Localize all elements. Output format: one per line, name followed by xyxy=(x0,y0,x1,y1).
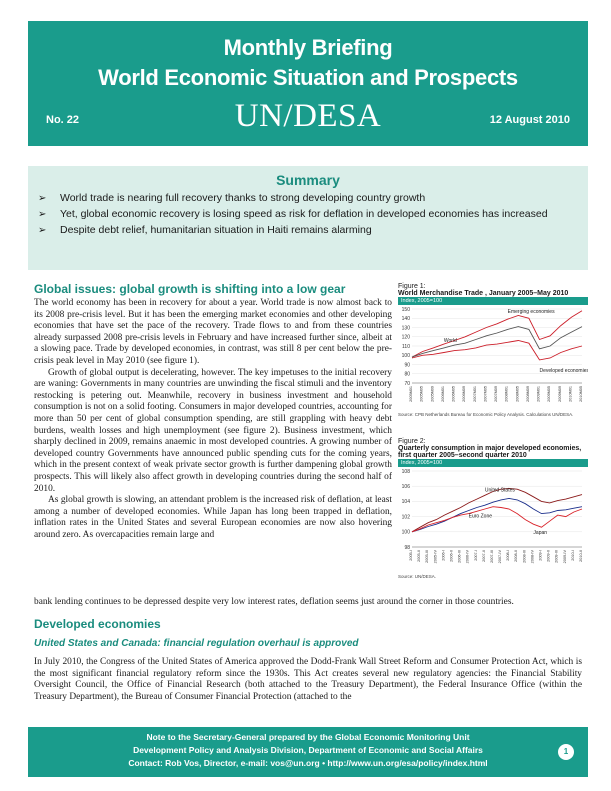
summary-item-text: Despite debt relief, humanitarian situation in Haiti remains alarming xyxy=(60,224,372,236)
y-tick-label: 100 xyxy=(401,529,410,536)
x-tick-label: 2009M09 xyxy=(557,386,562,402)
y-tick-label: 150 xyxy=(401,306,410,313)
figure-2-label: Figure 2: xyxy=(398,438,426,445)
series-annotation: United States xyxy=(484,487,515,494)
x-tick-label: 2005M09 xyxy=(430,386,435,402)
figure-2-source: Source: UN/DESA. xyxy=(398,574,437,579)
paragraph: The world economy has been in recovery for about a year. World trade is now almost back to its 2008 pre-crisis level. But it has been the emerging market economies and other developing economies that have set the pace of the recovery. Trade flows to and from these countries already surpassed 2008 pre-crisis levels in February and have increased further since, albeit at a slowing pace. Trade by developed economies, in contrast, was still 8 per cent below the pre-crisis peak level in May 2010 (see figure 1). xyxy=(34,298,392,366)
series-annotation: Developed economies xyxy=(539,367,588,374)
y-tick-label: 106 xyxy=(401,484,410,490)
x-tick-label: 2006M09 xyxy=(462,386,467,402)
x-tick-label: 2007M01 xyxy=(472,386,477,402)
y-tick-label: 70 xyxy=(404,380,410,387)
x-tick-label: 2005M05 xyxy=(419,386,424,402)
y-tick-label: 80 xyxy=(404,371,410,378)
x-tick-label: 2009-II xyxy=(546,550,551,562)
x-tick-label: 2006M01 xyxy=(440,386,445,402)
global-issues-text xyxy=(34,298,392,541)
x-tick-label: 2007-I xyxy=(473,550,478,561)
series-annotation: Euro Zone xyxy=(468,513,493,520)
x-tick-label: 2006M05 xyxy=(451,386,456,402)
figure-1-label: Figure 1: xyxy=(398,283,426,290)
us-canada-subheading: United States and Canada: financial regulation overhaul is approved xyxy=(34,638,359,649)
footer-banner xyxy=(28,727,588,777)
series-annotation: World xyxy=(443,337,457,344)
org-logo-text: UN/DESA xyxy=(234,98,382,134)
x-tick-label: 2009M05 xyxy=(547,386,552,402)
x-tick-label: 2009-I xyxy=(538,550,543,561)
header-banner xyxy=(28,21,588,146)
x-tick-label: 2010-I xyxy=(570,550,575,561)
footer-contact: Contact: Rob Vos, Director, e-mail: vos@un.org • http://www.un.org/esa/policy/index.html xyxy=(128,758,488,768)
y-tick-label: 130 xyxy=(401,325,410,332)
summary-list xyxy=(38,192,588,237)
x-tick-label: 2008-I xyxy=(506,550,511,561)
figure-1-chart xyxy=(398,305,588,407)
developed-economies-heading: Developed economies xyxy=(34,617,161,631)
x-tick-label: 2006-I xyxy=(441,550,446,561)
x-tick-label: 2005-III xyxy=(425,550,430,563)
briefing-title: Monthly Briefing xyxy=(223,35,393,60)
series-line-developed-economies xyxy=(412,341,582,360)
paragraph: As global growth is slowing, an attendant problem is the increased risk of deflation, at least among a number of developed economies. While Japan has long been trapped in deflation, inflation rates in the United States and several European economies are now also hovering around zero. As overcapacities remain large and xyxy=(34,495,392,540)
summary-item-text: Yet, global economic recovery is losing speed as risk for deflation in developed economies has increased xyxy=(60,208,548,220)
series-annotation: Emerging economies xyxy=(507,309,555,316)
x-tick-label: 2007-II xyxy=(481,550,486,562)
x-tick-label: 2010-II xyxy=(579,550,583,562)
y-tick-label: 102 xyxy=(401,514,410,521)
y-tick-label: 108 xyxy=(401,468,410,475)
x-tick-label: 2006-IV xyxy=(465,550,470,564)
x-tick-label: 2010M05 xyxy=(579,386,583,402)
figure-1-source: Source: CPB Netherlands Bureau for Economic Policy Analysis. Calculations UN/DESA. xyxy=(398,412,574,417)
figure-2-index-note: Index, 2005=100 xyxy=(398,459,588,467)
series-annotation: Japan xyxy=(533,530,548,537)
summary-item xyxy=(38,208,588,221)
x-tick-label: 2005-II xyxy=(417,550,422,562)
issue-number: No. 22 xyxy=(46,114,80,126)
arrow-bullet-icon: ➢ xyxy=(38,225,47,236)
x-tick-label: 2007-IV xyxy=(498,550,503,564)
y-tick-label: 110 xyxy=(402,343,410,350)
x-tick-label: 2010M01 xyxy=(568,386,573,402)
summary-item xyxy=(38,192,588,205)
summary-item-text: World trade is nearing full recovery thanks to strong developing country growth xyxy=(60,192,426,204)
x-tick-label: 2007M09 xyxy=(494,386,498,402)
footer-note: Note to the Secretary-General prepared by the Global Economic Monitoring Unit xyxy=(146,732,470,742)
x-tick-label: 2009-III xyxy=(554,550,559,563)
x-tick-label: 2005-I xyxy=(409,550,413,561)
series-line-euro-zone xyxy=(412,498,582,531)
series-line-united-states xyxy=(412,489,582,532)
issue-date: 12 August 2010 xyxy=(489,114,570,126)
y-tick-label: 104 xyxy=(401,499,410,506)
footer-division: Development Policy and Analysis Division, Department of Economic and Social Affairs xyxy=(133,745,483,755)
series-line-world xyxy=(412,327,582,358)
x-tick-label: 2008M05 xyxy=(515,386,520,402)
x-tick-label: 2005M01 xyxy=(409,386,413,402)
figure-2-chart xyxy=(398,467,588,569)
x-tick-label: 2009M01 xyxy=(536,386,541,402)
x-tick-label: 2008M01 xyxy=(504,386,509,402)
series-line-emerging-economies xyxy=(412,311,582,357)
arrow-bullet-icon: ➢ xyxy=(38,193,47,204)
global-issues-heading: Global issues: global growth is shifting into a low gear xyxy=(34,282,346,296)
summary-box xyxy=(28,166,588,270)
figure-2-title: Quarterly consumption in major developed economies, first quarter 2005–second quarter 2010 xyxy=(398,445,582,459)
y-tick-label: 90 xyxy=(404,362,410,369)
page-number: 1 xyxy=(558,744,574,760)
y-tick-label: 120 xyxy=(401,334,410,341)
x-tick-label: 2008M09 xyxy=(525,386,530,402)
y-tick-label: 140 xyxy=(401,316,410,323)
paragraph: Growth of global output is decelerating, however. The key impetuses to the initial recovery are waning: Governments in many countries are unwinding the fiscal stimuli and the inventory restocking is petering out. Meanwhile, recovery in business investment and household consumption is not on a solid footing. Consumers in major developed countries, accounting for more than 50 per cent of global consumption spending, are still grappling with heavy debt burdens, wealth losses and high unemployment (see figure 2). Business investment, which sharply declined in 2009, remains anaemic in most developed countries. A growing number of developed country Governments have announced public spending cuts for the coming years, which in the present context of weak private sector growth is further dampening global growth prospects. This will likely also affect growth in developing countries during the second half of 2010. xyxy=(34,367,392,494)
global-issues-text-continued: bank lending continues to be depressed despite very low interest rates, deflation seems just around the corner in those countries. xyxy=(34,597,514,607)
x-tick-label: 2005-IV xyxy=(433,550,438,564)
summary-title: Summary xyxy=(276,172,340,188)
figure-1 xyxy=(398,283,588,417)
figure-1-title: World Merchandise Trade , January 2005–May 2010 xyxy=(398,290,569,297)
x-tick-label: 2006-III xyxy=(457,550,462,563)
x-tick-label: 2009-IV xyxy=(562,550,567,564)
x-tick-label: 2008-II xyxy=(514,550,519,562)
x-tick-label: 2008-IV xyxy=(530,550,535,564)
figure-1-index-note: Index, 2005=100 xyxy=(398,297,588,305)
y-tick-label: 100 xyxy=(401,353,410,360)
arrow-bullet-icon: ➢ xyxy=(38,209,47,220)
figure-2 xyxy=(398,438,588,579)
x-tick-label: 2007-III xyxy=(489,550,494,563)
x-tick-label: 2008-III xyxy=(522,550,527,563)
x-tick-label: 2007M05 xyxy=(483,386,488,402)
y-tick-label: 98 xyxy=(404,544,410,551)
developed-economies-text: In July 2010, the Congress of the United States of America approved the Dodd-Frank Wall Street Reform and Consumer Protection Act, which is the most significant financial regulatory reform since the 1930s. This Act creates several new regulatory agencies: the Financial Stability Oversight Council, the Office of Financial Research (both attached to the Treasury Department), the Federal Insurance Office (within the Treasury Department), the Bureau of Consumer Financial Protection (attached to the xyxy=(34,657,582,702)
x-tick-label: 2006-II xyxy=(449,550,454,562)
summary-item xyxy=(38,224,588,237)
briefing-subtitle: World Economic Situation and Prospects xyxy=(98,65,518,90)
